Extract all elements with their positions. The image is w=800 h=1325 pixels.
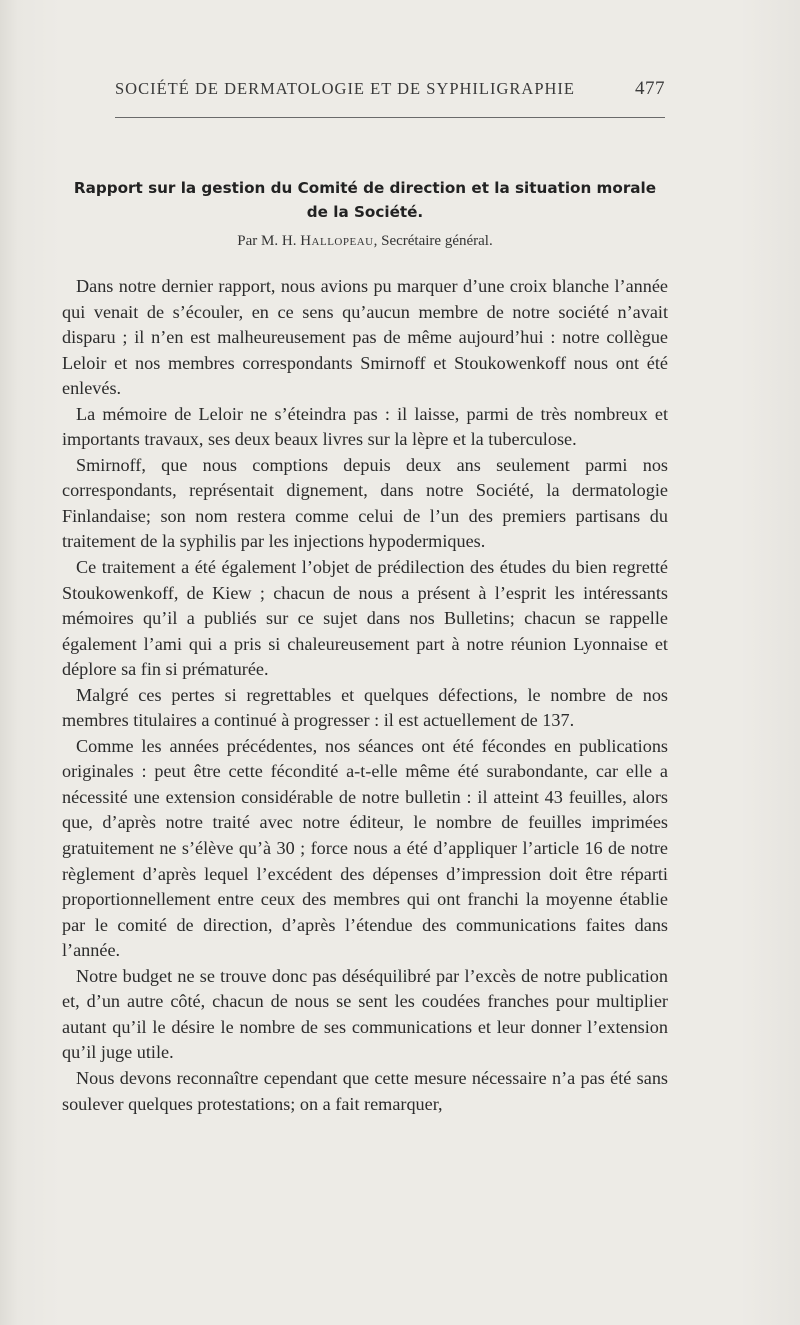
- header-rule: [115, 117, 665, 118]
- byline-prefix: Par M. H.: [237, 233, 301, 249]
- article-title: Rapport sur la gestion du Comité de direction et la situation morale de la Société.: [73, 179, 657, 221]
- author-name: Hallopeau: [300, 233, 374, 249]
- byline: [62, 233, 668, 250]
- paragraph: La mémoire de Leloir ne s’éteindra pas : il laisse, parmi de très nombreux et importants travaux, ses deux beaux livres sur la lèpre et la tuberculose.: [62, 403, 668, 450]
- running-head: [115, 78, 665, 100]
- paragraph: Smirnoff, que nous comptions depuis deux ans seulement parmi nos correspondants, représentait dignement, dans notre Société, la dermatologie Finlandaise; son nom restera comme celui de l’un des premiers partisans du traitement de la syphilis par les injections hypodermiques.: [62, 454, 668, 552]
- page-number: 477: [635, 78, 665, 99]
- running-title: SOCIÉTÉ DE DERMATOLOGIE ET DE SYPHILIGRAPHIE: [115, 79, 575, 98]
- byline-suffix: , Secrétaire général.: [373, 233, 493, 249]
- paragraph: Notre budget ne se trouve donc pas déséquilibré par l’excès de notre publication et, d’un autre côté, chacun de nous se sent les coudées franches pour multiplier autant qu’il le désire le nombre de ses communications et leur donner l’extension qu’il juge utile.: [62, 965, 668, 1063]
- paragraph: Ce traitement a été également l’objet de prédilection des études du bien regretté Stoukowenkoff, de Kiew ; chacun de nous a présent à l’esprit les intéressants mémoires qu’il a publiés sur ce sujet dans nos Bulletins; chacun se rappelle également l’ami qui a pris si chaleureusement part à notre réunion Lyonnaise et déplore sa fin si prématurée.: [62, 557, 668, 680]
- paragraph: Nous devons reconnaître cependant que cette mesure nécessaire n’a pas été sans soulever quelques protestations; on a fait remarquer,: [62, 1067, 668, 1114]
- paragraph: Comme les années précédentes, nos séances ont été fécondes en publications originales : peut être cette fécondité a-t-elle même été surabondante, car elle a nécessité une extension considérable de notre bulletin : il atteint 43 feuilles, alors que, d’après notre traité avec notre éditeur, le nombre de feuilles imprimées gratuitement ne s’élève qu’à 30 ; force nous a été d’appliquer l’article 16 de notre règlement d’après lequel l’excédent des dépenses d’impression doit être réparti proportionnellement entre ceux des membres qui ont franchi la moyenne établie par le comité de direction, d’après l’étendue des communications faites dans l’année.: [62, 735, 668, 961]
- article-body: [62, 274, 668, 1117]
- paragraph: Malgré ces pertes si regrettables et quelques défections, le nombre de nos membres titulaires a continué à progresser : il est actuellement de 137.: [62, 684, 668, 731]
- paragraph: Dans notre dernier rapport, nous avions pu marquer d’une croix blanche l’année qui venait de s’écouler, en ce sens qu’aucun membre de notre société n’avait disparu ; il n’en est malheureusement pas de même aujourd’hui : notre collègue Leloir et nos membres correspondants Smirnoff et Stoukowenkoff nous ont été enlevés.: [62, 276, 668, 399]
